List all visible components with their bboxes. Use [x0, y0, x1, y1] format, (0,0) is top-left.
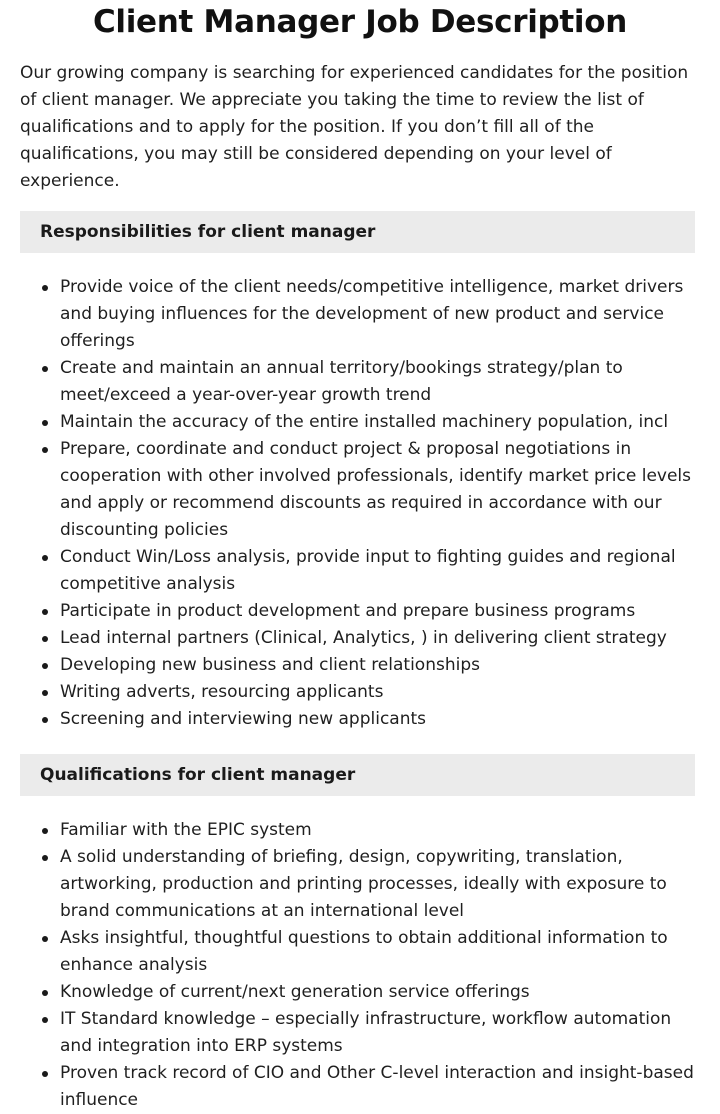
list-item-text: Create and maintain an annual territory/bookings strategy/plan to meet/exceed a year-over-year growth trend	[60, 358, 623, 405]
list-item-text: Writing adverts, resourcing applicants	[60, 682, 384, 702]
bullet-icon	[42, 936, 48, 942]
list-item-text: Knowledge of current/next generation service offerings	[60, 982, 530, 1002]
list-item-text: Lead internal partners (Clinical, Analytics, ) in delivering client strategy	[60, 628, 667, 648]
bullet-icon	[42, 717, 48, 723]
list-item	[20, 652, 700, 679]
list-item-text: Prepare, coordinate and conduct project & proposal negotiations in cooperation with other involved professionals, identify market price levels and apply or recommend discounts as required in accordance with our discounting policies	[60, 439, 692, 540]
list-item	[20, 355, 700, 409]
bullet-icon	[42, 1017, 48, 1023]
list-item-text: Developing new business and client relationships	[60, 655, 480, 675]
list-item-text: Proven track record of CIO and Other C-level interaction and insight-based influence	[60, 1063, 694, 1110]
list-item-text: Conduct Win/Loss analysis, provide input to fighting guides and regional competitive analysis	[60, 547, 676, 594]
list-item-text: Familiar with the EPIC system	[60, 820, 312, 840]
bullet-icon	[42, 366, 48, 372]
bullet-icon	[42, 636, 48, 642]
responsibilities-heading: Responsibilities for client manager	[20, 211, 695, 253]
responsibilities-list	[20, 274, 700, 733]
list-item-text: Screening and interviewing new applicants	[60, 709, 427, 729]
list-item	[20, 409, 700, 436]
bullet-icon	[42, 609, 48, 615]
list-item	[20, 925, 700, 979]
bullet-icon	[42, 1071, 48, 1077]
intro-paragraph: Our growing company is searching for experienced candidates for the position of client manager. We appreciate you taking the time to review the list of qualifications and to apply for the position. If you don’t fill all of the qualifications, you may still be considered depending on your level of experience.	[20, 63, 689, 191]
page-title: Client Manager Job Description	[92, 4, 628, 40]
list-item-text: Participate in product development and prepare business programs	[60, 601, 636, 621]
list-item-text: A solid understanding of briefing, design, copywriting, translation, artworking, production and printing processes, ideally with exposure to brand communications at an international level	[60, 847, 667, 921]
list-item	[20, 1006, 700, 1060]
bullet-icon	[42, 555, 48, 561]
list-item-text: Maintain the accuracy of the entire installed machinery population, incl	[60, 412, 669, 432]
list-item	[20, 844, 700, 925]
bullet-icon	[42, 285, 48, 291]
list-item	[20, 706, 700, 733]
spacer	[0, 733, 720, 738]
list-item	[20, 544, 700, 598]
bullet-icon	[42, 663, 48, 669]
qualifications-list	[20, 817, 700, 1114]
list-item	[20, 979, 700, 1006]
bullet-icon	[42, 855, 48, 861]
list-item-text: Asks insightful, thoughtful questions to obtain additional information to enhance analysis	[60, 928, 668, 975]
list-item	[20, 679, 700, 706]
list-item	[20, 274, 700, 355]
bullet-icon	[42, 828, 48, 834]
list-item	[20, 598, 700, 625]
list-item	[20, 436, 700, 544]
bullet-icon	[42, 690, 48, 696]
list-item	[20, 817, 700, 844]
list-item-text: Provide voice of the client needs/competitive intelligence, market drivers and buying influences for the development of new product and service offerings	[60, 277, 684, 351]
bullet-icon	[42, 447, 48, 453]
list-item-text: IT Standard knowledge – especially infrastructure, workflow automation and integration into ERP systems	[60, 1009, 672, 1056]
bullet-icon	[42, 990, 48, 996]
list-item	[20, 625, 700, 652]
bullet-icon	[42, 420, 48, 426]
qualifications-heading: Qualifications for client manager	[20, 754, 695, 796]
list-item	[20, 1060, 700, 1114]
